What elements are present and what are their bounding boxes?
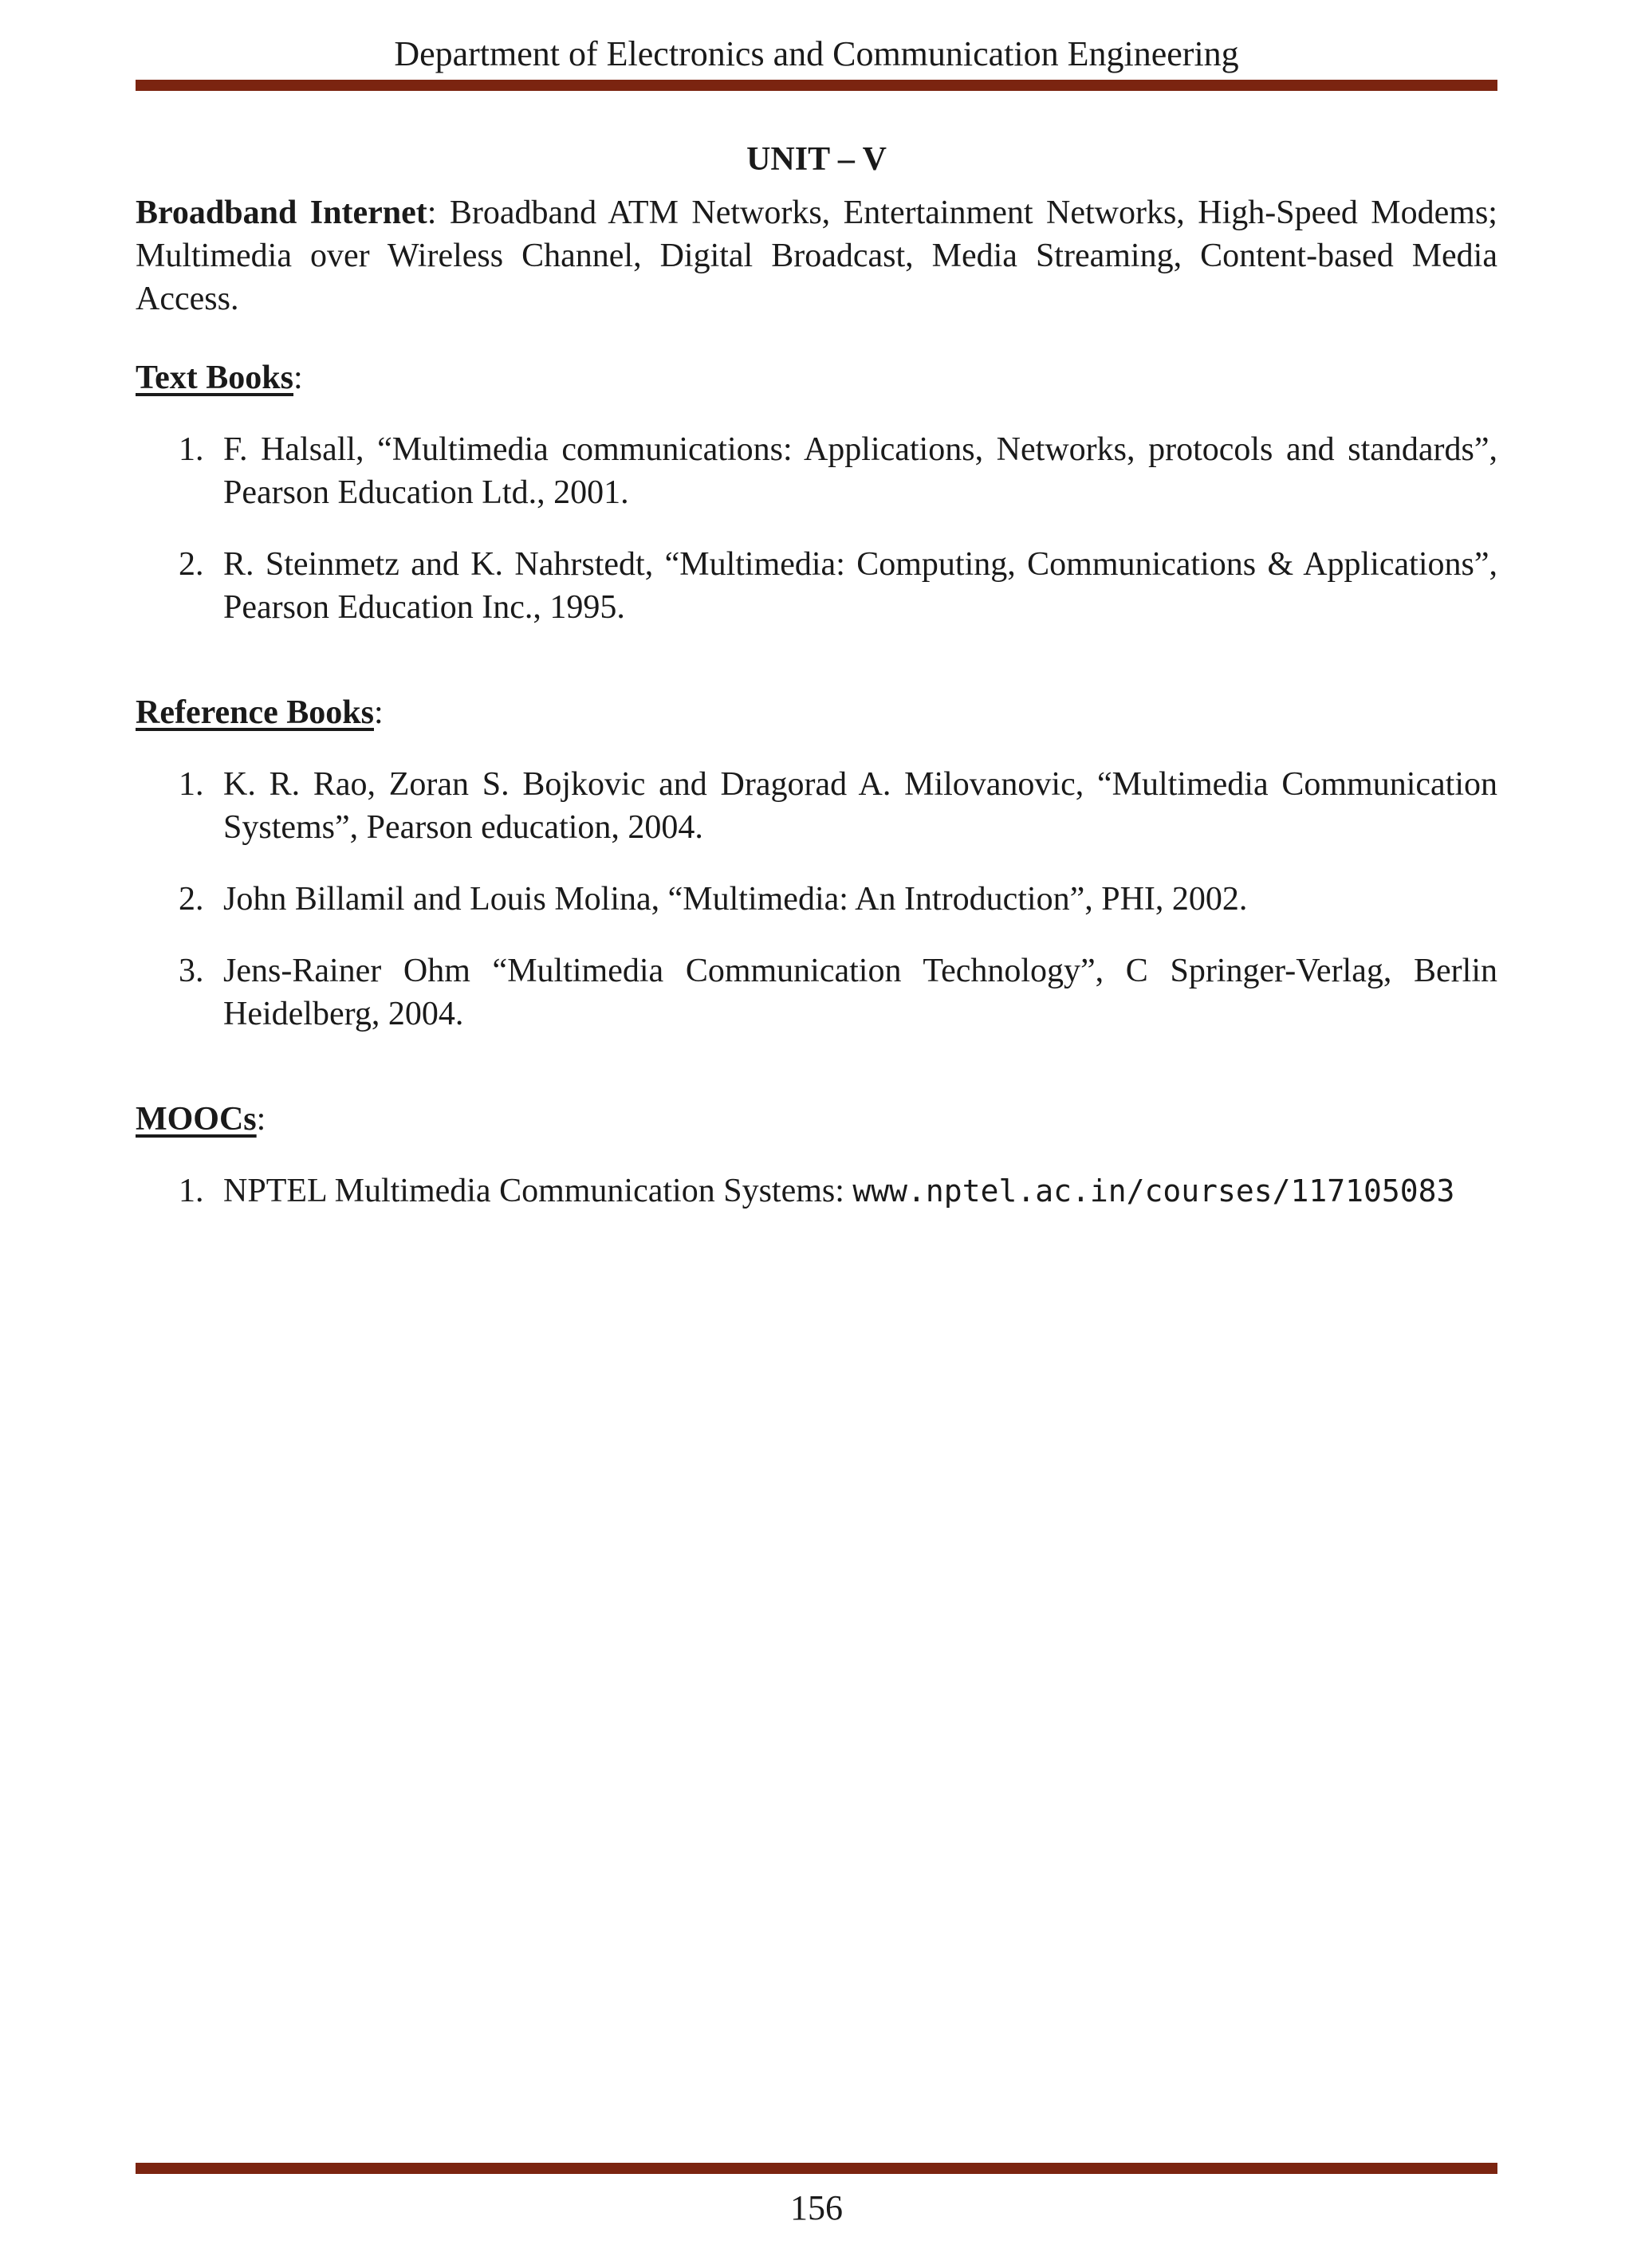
moocs-heading-label: MOOCs: [136, 1101, 257, 1138]
reference-books-heading: Reference Books:: [136, 694, 384, 731]
text-books-heading: Text Books:: [136, 360, 303, 396]
list-item-number: 3.: [179, 953, 204, 989]
list-item: [136, 428, 1497, 514]
moocs-list: [136, 1169, 1497, 1213]
list-item-text: F. Halsall, “Multimedia communications: Applications, Networks, protocols and standards”, Pearson Education Ltd., 2001.: [223, 431, 1497, 511]
text-books-heading-label: Text Books: [136, 360, 294, 396]
page-header-title: Department of Electronics and Communication Engineering: [394, 34, 1239, 73]
reference-books-heading-label: Reference Books: [136, 694, 374, 731]
list-item: [136, 1169, 1497, 1213]
list-item-number: 1.: [179, 1173, 204, 1209]
text-books-list: [136, 428, 1497, 629]
moocs-heading: MOOCs:: [136, 1101, 266, 1138]
mooc-course-link[interactable]: www.nptel.ac.in/courses/117105083: [852, 1173, 1455, 1209]
unit-topic-lead: Broadband Internet: [136, 195, 427, 231]
list-item-number: 2.: [179, 881, 204, 918]
list-item-text: John Billamil and Louis Molina, “Multimedia: An Introduction”, PHI, 2002.: [223, 881, 1248, 918]
list-item-text: R. Steinmetz and K. Nahrstedt, “Multimedia: Computing, Communications & Applications”, Pearson Education Inc., 1995.: [223, 546, 1497, 626]
unit-title: UNIT – V: [746, 141, 887, 178]
list-item: [136, 543, 1497, 629]
page-content: [136, 136, 1497, 1213]
unit-syllabus-paragraph: [136, 191, 1497, 320]
list-item: [136, 949, 1497, 1036]
list-item-text: Jens-Rainer Ohm “Multimedia Communication Technology”, C Springer-Verlag, Berlin Heidelberg, 2004.: [223, 953, 1497, 1032]
unit-topic-body: : Broadband ATM Networks, Entertainment Networks, High-Speed Modems; Multimedia over Wireless Channel, Digital Broadcast, Media Streaming, Content-based Media Access.: [136, 195, 1497, 317]
footer-rule: [136, 2163, 1497, 2174]
list-item-number: 2.: [179, 546, 204, 583]
list-item-number: 1.: [179, 766, 204, 803]
list-item: [136, 878, 1497, 921]
page-number: 156: [790, 2188, 843, 2227]
header-rule: [136, 80, 1497, 91]
reference-books-list: [136, 763, 1497, 1036]
list-item-text: K. R. Rao, Zoran S. Bojkovic and Dragorad A. Milovanovic, “Multimedia Communication Systems”, Pearson education, 2004.: [223, 766, 1497, 846]
list-item: [136, 763, 1497, 849]
list-item-number: 1.: [179, 431, 204, 468]
list-item-text: NPTEL Multimedia Communication Systems:: [223, 1173, 853, 1209]
